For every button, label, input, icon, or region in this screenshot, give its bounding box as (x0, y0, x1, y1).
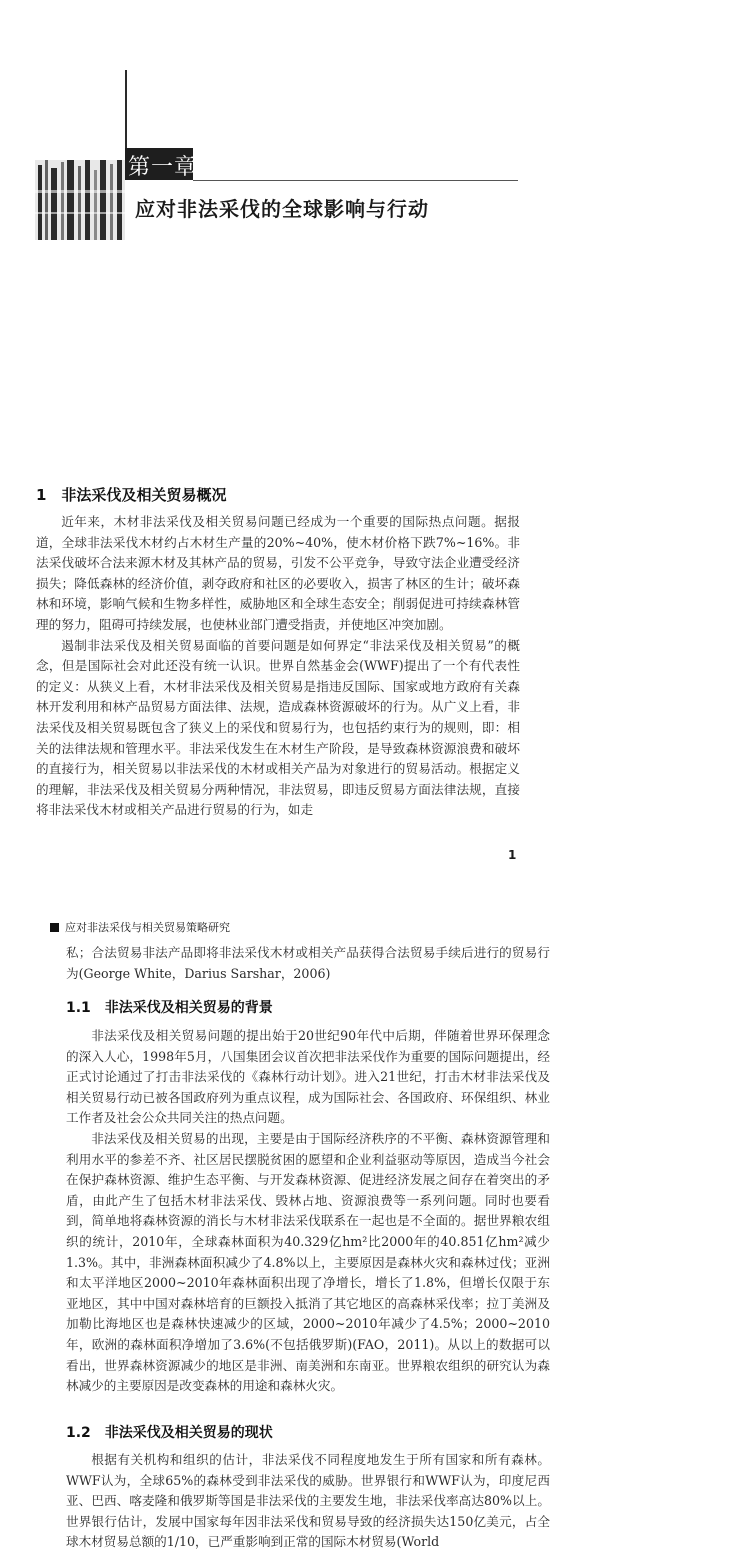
running-head (50, 919, 230, 935)
running-head-square-icon (50, 923, 59, 932)
chapter-horizontal-rule (193, 180, 518, 181)
section-1-1-heading: 1.1 非法采伐及相关贸易的背景 (66, 1000, 273, 1016)
chapter-title: 应对非法采伐的全球影响与行动 (135, 197, 429, 221)
forest-trees-image (35, 160, 125, 240)
section-1-body (36, 512, 520, 821)
section-1-paragraph-2: 遏制非法采伐及相关贸易面临的首要问题是如何界定“非法采伐及相关贸易”的概念，但是国际社会对此还没有统一认识。世界自然基金会(WWF)提出了一个有代表性的定义：从狭义上看，木材非法采伐及相关贸易是指违反国际、国家或地方政府有关森林开发利用和林产品贸易方面法律、法规，造成森林资源破坏的行为。从广义上看，非法采伐及相关贸易既包含了狭义上的采伐和贸易行为，也包括约束行为的规则，即：相关的法律法规和管理水平。非法采伐发生在木材生产阶段，是导致森林资源浪费和破坏的直接行为，相关贸易以非法采伐的木材或相关产品为对象进行的贸易活动。根据定义的理解，非法采伐及相关贸易分两种情况，非法贸易，即违反贸易方面法律法规，直接将非法采伐木材或相关产品进行贸易的行为，如走 (36, 637, 520, 818)
chapter-label: 第一章 (128, 155, 198, 180)
section-1-2-body (66, 1450, 550, 1553)
continuation-block (66, 943, 550, 984)
section-1-1-body (66, 1026, 550, 1397)
section-1-paragraph-1: 近年来，木材非法采伐及相关贸易问题已经成为一个重要的国际热点问题。据报道，全球非法采伐木材约占木材生产量的20%~40%，使木材价格下跌7%~16%。非法采伐破坏合法来源木材及其林产品的贸易，引发不公平竞争，导致守法企业遭受经济损失；降低森林的经济价值，剥夺政府和社区的必要收入，损害了林区的生计；破坏森林和环境，影响气候和生物多样性，威胁地区和全球生态安全；削弱促进可持续森林管理的努力，阻碍可持续发展，也使林业部门遭受指责，并使地区冲突加剧。 (36, 514, 520, 632)
section-1-1-paragraph-1: 非法采伐及相关贸易问题的提出始于20世纪90年代中后期，伴随着世界环保理念的深入人心，1998年5月，八国集团会议首次把非法采伐作为重要的国际问题提出，经正式讨论通过了打击非法采伐的《森林行动计划》。进入21世纪，打击木材非法采伐及相关贸易行动已被各国政府列为重点议程，成为国际社会、各国政府、环保组织、林业工作者及社会公众共同关注的热点问题。 (66, 1028, 550, 1126)
section-1-2-paragraph-1: 根据有关机构和组织的估计，非法采伐不同程度地发生于所有国家和所有森林。WWF认为，全球65%的森林受到非法采伐的威胁。世界银行和WWF认为，印度尼西亚、巴西、喀麦隆和俄罗斯等国是非法采伐的主要发生地，非法采伐率高达80%以上。世界银行估计，发展中国家每年因非法采伐和贸易导致的经济损失达150亿美元，占全球木材贸易总额的1/10，已严重影响到正常的国际木材贸易(World (66, 1452, 550, 1550)
continuation-paragraph: 私；合法贸易非法产品即将非法采伐木材或相关产品获得合法贸易手续后进行的贸易行为(George White，Darius Sarshar，2006) (66, 945, 550, 981)
page-number: 1 (508, 848, 517, 862)
forest-illustration (35, 160, 125, 240)
section-1-1-paragraph-2: 非法采伐及相关贸易的出现，主要是由于国际经济秩序的不平衡、森林资源管理和利用水平的参差不齐、社区居民摆脱贫困的愿望和企业利益驱动等原因，造成当今社会在保护森林资源、维护生态平衡、与开发森林资源、促进经济发展之间存在着突出的矛盾，由此产生了包括木材非法采伐、毁林占地、资源浪费等一系列问题。同时也要看到，简单地将森林资源的消长与木材非法采伐联系在一起也是不全面的。据世界粮农组织的统计，2010年，全球森林面积为40.329亿hm²比2000年的40.851亿hm²减少1.3%。其中，非洲森林面积减少了4.8%以上，主要原因是森林火灾和森林过伐；亚洲和太平洋地区2000~2010年森林面积出现了净增长，增长了1.8%，但增长仅限于东亚地区，其中中国对森林培育的巨额投入抵消了其它地区的高森林采伐率；拉丁美洲及加勒比海地区也是森林快速减少的区域，2000~2010年减少了4.5%；2000~2010年，欧洲的森林面积净增加了3.6%(不包括俄罗斯)(FAO，2011)。从以上的数据可以看出，世界森林资源减少的地区是非洲、南美洲和东南亚。世界粮农组织的研究认为森林减少的主要原因是改变森林的用途和森林火灾。 (66, 1130, 550, 1394)
section-1-2-heading: 1.2 非法采伐及相关贸易的现状 (66, 1425, 273, 1441)
running-head-text: 应对非法采伐与相关贸易策略研究 (65, 921, 230, 934)
section-1-heading: 1 非法采伐及相关贸易概况 (36, 486, 227, 504)
